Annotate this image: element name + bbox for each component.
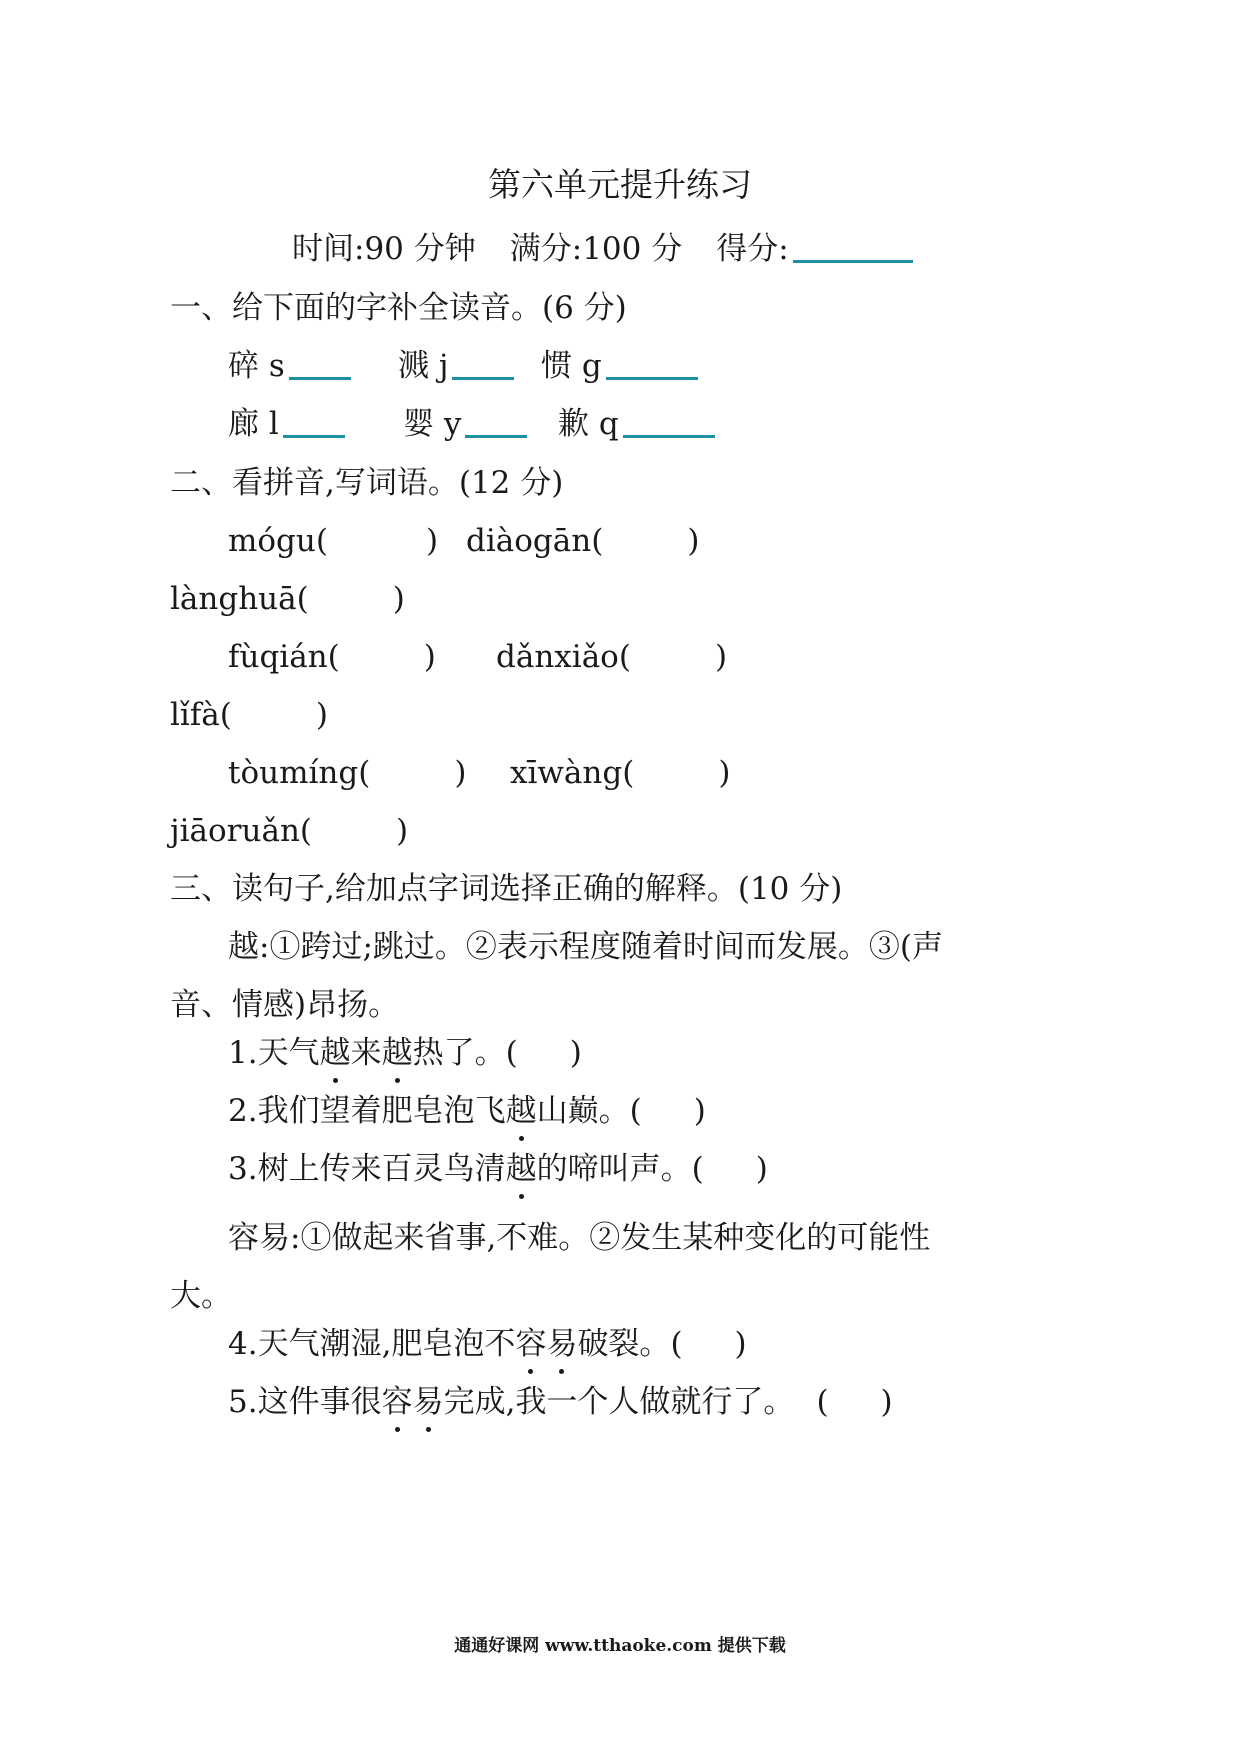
char-jian: 溅 bbox=[398, 348, 429, 384]
section1-heading: 一、给下面的字补全读音。(6 分) bbox=[170, 290, 627, 326]
pinyin-text: lànghuā bbox=[170, 581, 297, 617]
section2-heading: 二、看拼音,写词语。(12 分) bbox=[170, 465, 564, 501]
question-1 bbox=[228, 1033, 582, 1073]
pinyin-blank[interactable] bbox=[623, 405, 715, 438]
pinyin-text: tòumíng bbox=[228, 755, 359, 791]
question-number: 1. bbox=[228, 1035, 258, 1071]
question-text: 破裂。 bbox=[577, 1326, 671, 1362]
question-3 bbox=[228, 1149, 768, 1189]
char-ying: 婴 bbox=[403, 406, 434, 442]
question-number: 2. bbox=[228, 1093, 258, 1129]
question-number: 3. bbox=[228, 1151, 258, 1187]
pinyin-blank[interactable] bbox=[289, 347, 351, 380]
pinyin-text: dǎnxiǎo bbox=[496, 639, 619, 675]
score-label: 得分: bbox=[716, 231, 789, 267]
question-2 bbox=[228, 1091, 706, 1131]
question-text: 的啼叫声。 bbox=[536, 1151, 692, 1187]
section3-heading: 三、读句子,给加点字词选择正确的解释。(10 分) bbox=[170, 871, 843, 907]
section1-item bbox=[558, 404, 715, 444]
letter: y bbox=[443, 406, 462, 442]
pinyin-item[interactable]: mógu( ) bbox=[228, 523, 439, 559]
dotted-char: 越 bbox=[505, 1093, 537, 1129]
question-text: 热了。 bbox=[412, 1035, 506, 1071]
section1-item bbox=[541, 346, 698, 386]
exam-header bbox=[292, 229, 913, 269]
answer-parens[interactable]: ( ) bbox=[670, 1326, 747, 1362]
pinyin-text: xīwàng bbox=[510, 755, 623, 791]
dotted-char: 易 bbox=[412, 1384, 444, 1420]
pinyin-text: mógu bbox=[228, 523, 316, 559]
pinyin-item[interactable]: jiāoruǎn( ) bbox=[170, 813, 409, 849]
question-text: 我们望着肥皂泡飞 bbox=[257, 1093, 506, 1129]
section1-item bbox=[398, 346, 514, 386]
letter: j bbox=[438, 348, 449, 384]
question-text: 天气 bbox=[257, 1035, 320, 1071]
answer-parens[interactable]: ( ) bbox=[816, 1384, 893, 1420]
pinyin-item[interactable]: tòumíng( ) bbox=[228, 755, 467, 791]
section1-item bbox=[403, 404, 527, 444]
pinyin-text: lǐfà bbox=[170, 697, 220, 733]
question-5 bbox=[228, 1382, 893, 1422]
letter: q bbox=[598, 406, 619, 442]
page-title: 第六单元提升练习 bbox=[488, 165, 752, 204]
letter: l bbox=[268, 406, 279, 442]
footer-credit: 通通好课网 www.tthaoke.com 提供下载 bbox=[454, 1636, 786, 1656]
definition-rongyi-line1: 容易:①做起来省事,不难。②发生某种变化的可能性 bbox=[228, 1220, 931, 1256]
pinyin-item[interactable]: fùqián( ) bbox=[228, 639, 436, 675]
dotted-char: 越 bbox=[381, 1035, 413, 1071]
answer-parens[interactable]: ( ) bbox=[505, 1035, 582, 1071]
dotted-char: 易 bbox=[546, 1326, 578, 1362]
pinyin-text: diàogān bbox=[466, 523, 592, 559]
pinyin-item[interactable]: lǐfà( ) bbox=[170, 697, 329, 733]
pinyin-text: jiāoruǎn bbox=[170, 813, 300, 849]
pinyin-item[interactable]: dǎnxiǎo( ) bbox=[496, 639, 728, 675]
dotted-char: 越 bbox=[319, 1035, 351, 1071]
question-text: 山巅。 bbox=[536, 1093, 630, 1129]
question-text: 这件事很 bbox=[257, 1384, 382, 1420]
dotted-char: 容 bbox=[381, 1384, 413, 1420]
question-number: 5. bbox=[228, 1384, 258, 1420]
letter: s bbox=[268, 348, 285, 384]
question-4 bbox=[228, 1324, 747, 1364]
question-text: 天气潮湿,肥皂泡不 bbox=[257, 1326, 516, 1362]
char-sui: 碎 bbox=[228, 348, 259, 384]
definition-rongyi-line2: 大。 bbox=[170, 1278, 232, 1314]
pinyin-blank[interactable] bbox=[465, 405, 527, 438]
question-text: 树上传来百灵鸟清 bbox=[257, 1151, 506, 1187]
answer-parens[interactable]: ( ) bbox=[691, 1151, 768, 1187]
answer-parens[interactable]: ( ) bbox=[629, 1093, 706, 1129]
question-text: 完成,我一个人做就行了。 bbox=[443, 1384, 795, 1420]
question-number: 4. bbox=[228, 1326, 258, 1362]
full-score-label: 满分:100 分 bbox=[509, 231, 683, 267]
time-label: 时间:90 分钟 bbox=[292, 231, 476, 267]
pinyin-text: fùqián bbox=[228, 639, 328, 675]
dotted-char: 越 bbox=[505, 1151, 537, 1187]
char-guan: 惯 bbox=[541, 348, 572, 384]
letter: g bbox=[581, 348, 602, 384]
score-blank[interactable] bbox=[793, 230, 913, 263]
char-qian: 歉 bbox=[558, 406, 589, 442]
section1-row1 bbox=[228, 346, 351, 386]
question-text: 来 bbox=[350, 1035, 382, 1071]
pinyin-item[interactable]: xīwàng( ) bbox=[510, 755, 731, 791]
pinyin-blank[interactable] bbox=[452, 347, 514, 380]
char-lang: 廊 bbox=[228, 406, 259, 442]
pinyin-item[interactable]: diàogān( ) bbox=[466, 523, 700, 559]
section1-item bbox=[228, 404, 345, 444]
pinyin-item[interactable]: lànghuā( ) bbox=[170, 581, 405, 617]
pinyin-blank[interactable] bbox=[283, 405, 345, 438]
dotted-char: 容 bbox=[515, 1326, 547, 1362]
pinyin-blank[interactable] bbox=[606, 347, 698, 380]
definition-yue-line1: 越:①跨过;跳过。②表示程度随着时间而发展。③(声 bbox=[228, 929, 943, 965]
definition-yue-line2: 音、情感)昂扬。 bbox=[170, 987, 400, 1023]
